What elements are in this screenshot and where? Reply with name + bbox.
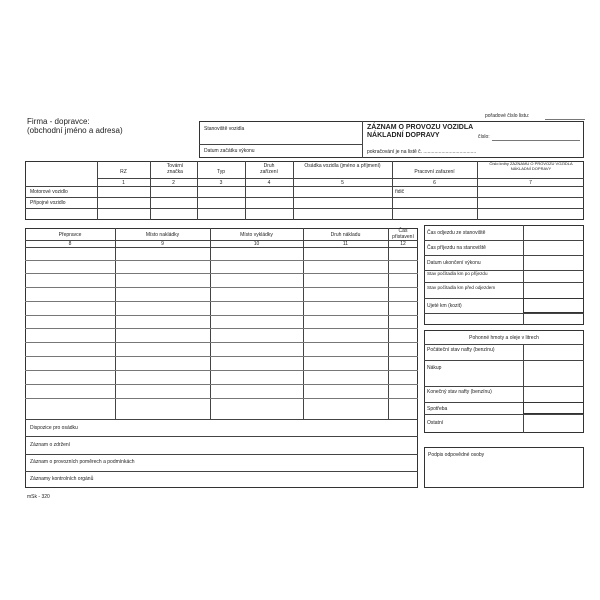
fuel-end-label: Konečný stav nafty (benzínu): [427, 389, 492, 395]
form-number-line: [492, 140, 580, 141]
col-header-unloading-place: Místo vykládky: [240, 232, 273, 238]
consumption-box: [523, 402, 584, 414]
footer-label-delay: Záznam o zdržení: [30, 442, 71, 448]
col-num: 11: [342, 241, 349, 247]
depot-label: Stanoviště vozidla: [204, 126, 245, 132]
arrival-time-label: Čas příjezdu na stanoviště: [427, 245, 486, 251]
km-driven-box: [523, 298, 584, 313]
form-title-line2: NÁKLADNÍ DOPRAVY: [367, 132, 440, 139]
col-num: 3: [219, 180, 223, 186]
col-header-type: Typ: [216, 169, 226, 175]
col-header-loading-place: Místo nakládky: [145, 232, 180, 238]
col-header-position: Pracovní zařazení: [414, 169, 455, 175]
row-label-motor-vehicle: Motorové vozidlo: [30, 189, 68, 195]
company-sublabel: (obchodní jméno a adresa): [27, 126, 123, 135]
form-title-line1: ZÁZNAM O PROVOZU VOZIDLA: [367, 124, 474, 131]
footer-label-dispatch: Dispozice pro osádku: [30, 425, 78, 431]
driver-label: řidič: [395, 189, 405, 195]
row-label-trailer: Přípojné vozidlo: [30, 200, 66, 206]
col-num: 6: [433, 180, 436, 186]
fuel-panel-title: Pohonné hmoty a oleje v litrech: [469, 335, 539, 341]
km-driven-label: Ujeté km (kozit): [427, 303, 462, 309]
col-header-cargo-type: Druh nákladu: [330, 232, 361, 238]
col-num: 2: [172, 180, 175, 186]
form-number-label: číslo:: [478, 134, 490, 140]
col-header-rz: RZ: [120, 169, 127, 175]
col-num: 12: [400, 241, 406, 247]
trip-table: [25, 228, 418, 488]
fuel-consumption-label: Spotřeba: [427, 406, 448, 412]
footer-label-inspections: Záznamy kontrolních orgánů: [30, 476, 94, 482]
col-header-equipment: Druh zařízení: [260, 163, 278, 175]
col-header-logbook: Číslo knihy ZÁZNAMU O PROVOZU VOZIDLA NÁKLADNÍ DOPRAVY: [489, 161, 573, 171]
col-num: 10: [253, 241, 260, 247]
fuel-start-label: Počáteční stav nafty (benzínu): [427, 347, 495, 353]
col-header-make: Tovární značka: [166, 163, 184, 175]
signature-label: Podpis odpovědné osoby: [428, 452, 485, 458]
departure-time-label: Čas odjezdu ze stanoviště: [427, 230, 486, 236]
col-header-crew: Osádka vozidla (jméno a příjmení): [304, 163, 381, 169]
end-date-label: Datum ukončení výkonu: [427, 260, 481, 266]
fuel-purchase-label: Nákup: [427, 365, 442, 371]
footer-label-conditions: Záznam o provozních poměrech a podmínkách: [30, 459, 135, 465]
start-date-label: Datum začátku výkonu: [204, 148, 255, 154]
fuel-other-label: Ostatní: [427, 420, 444, 426]
company-label: Firma - dopravce:: [27, 117, 90, 126]
col-num: 7: [529, 180, 532, 186]
col-num: 4: [267, 180, 271, 186]
col-num: 8: [68, 241, 72, 247]
odometer-after-label: Stav počítadla km po příjezdu: [427, 271, 488, 276]
form-code: mSk - 320: [27, 494, 50, 500]
col-num: 9: [161, 241, 164, 247]
sheet-number-line: [545, 119, 585, 120]
odometer-before-label: Stav počítadla km před odjezdem: [427, 285, 496, 290]
sheet-number-label: pořadové číslo listu:: [485, 113, 530, 119]
col-num: 5: [341, 180, 344, 186]
fuel-panel: [424, 330, 584, 433]
col-header-carrier: Přepravce: [58, 232, 82, 238]
col-header-arrival-time: Čas přistavení: [392, 228, 414, 240]
col-num: 1: [122, 180, 125, 186]
continuation-label: pokračování je na listě č. ......................................: [367, 149, 477, 155]
